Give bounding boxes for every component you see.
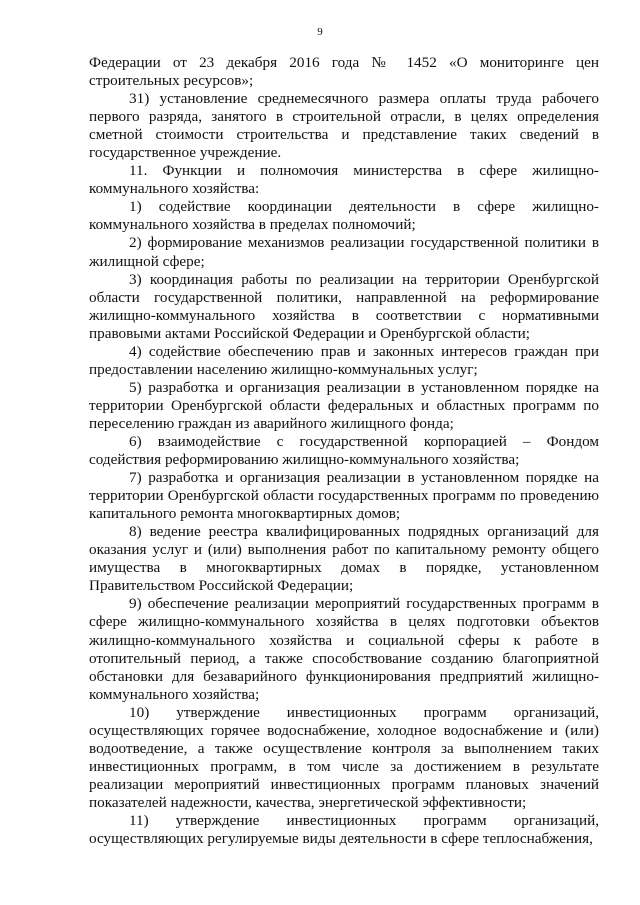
paragraph-item-4: 4) содействие обеспечению прав и законных интересов граждан при предоставлении населению жилищно-коммунальных услуг; xyxy=(89,342,599,378)
paragraph-item-7: 7) разработка и организация реализации в установленном порядке на территории Оренбургской области государственных программ по проведению капитального ремонта многоквартирных домов; xyxy=(89,469,599,523)
paragraph-continuation: Федерации от 23 декабря 2016 года № 1452 «О мониторинге цен строительных ресурсов»; xyxy=(89,54,599,90)
paragraph-item-2: 2) формирование механизмов реализации государственной политики в жилищной сфере; xyxy=(89,234,599,270)
paragraph-item-1: 1) содействие координации деятельности в сфере жилищно-коммунального хозяйства в пределах полномочий; xyxy=(89,198,599,234)
paragraph-item-8: 8) ведение реестра квалифицированных подрядных организаций для оказания услуг и (или) выполнения работ по капитальному ремонту общего имущества в многоквартирных домах в порядке, установленном Правительством Российской Федерации; xyxy=(89,523,599,595)
paragraph-item-11: 11) утверждение инвестиционных программ организаций, осуществляющих регулируемые виды деятельности в сфере теплоснабжения, xyxy=(89,811,599,848)
paragraph-item-31: 31) установление среднемесячного размера оплаты труда рабочего первого разряда, занятого в строительной отрасли, в целях определения сметной стоимости строительства и представление таких сведений в государственное учреждение. xyxy=(89,90,599,162)
paragraph-item-9: 9) обеспечение реализации мероприятий государственных программ в сфере жилищно-коммунального хозяйства в целях подготовки объектов жилищно-коммунального хозяйства и социальной сферы к работе в отопительный период, а также способствование созданию благоприятной обстановки для безаварийного функционирования предприятий жилищно-коммунального хозяйства; xyxy=(89,595,599,703)
document-body xyxy=(89,54,599,848)
paragraph-item-5: 5) разработка и организация реализации в установленном порядке на территории Оренбургской области федеральных и областных программ по переселению граждан из аварийного жилищного фонда; xyxy=(89,378,599,432)
paragraph-section-11: 11. Функции и полномочия министерства в сфере жилищно-коммунального хозяйства: xyxy=(89,162,599,198)
paragraph-item-10: 10) утверждение инвестиционных программ организаций, осуществляющих горячее водоснабжение, холодное водоснабжение и (или) водоотведение, а также осуществление контроля за выполнением таких инвестиционных программ, в том числе за достижением в результате реализации мероприятий инвестиционных программ плановых значений показателей надежности, качества, энергетической эффективности; xyxy=(89,703,599,811)
page-number: 9 xyxy=(317,26,323,38)
paragraph-item-3: 3) координация работы по реализации на территории Оренбургской области государственной политики, направленной на реформирование жилищно-коммунального хозяйства в соответствии с нормативными правовыми актами Российской Федерации и Оренбургской области; xyxy=(89,270,599,342)
paragraph-item-6: 6) взаимодействие с государственной корпорацией – Фондом содействия реформированию жилищно-коммунального хозяйства; xyxy=(89,432,599,469)
